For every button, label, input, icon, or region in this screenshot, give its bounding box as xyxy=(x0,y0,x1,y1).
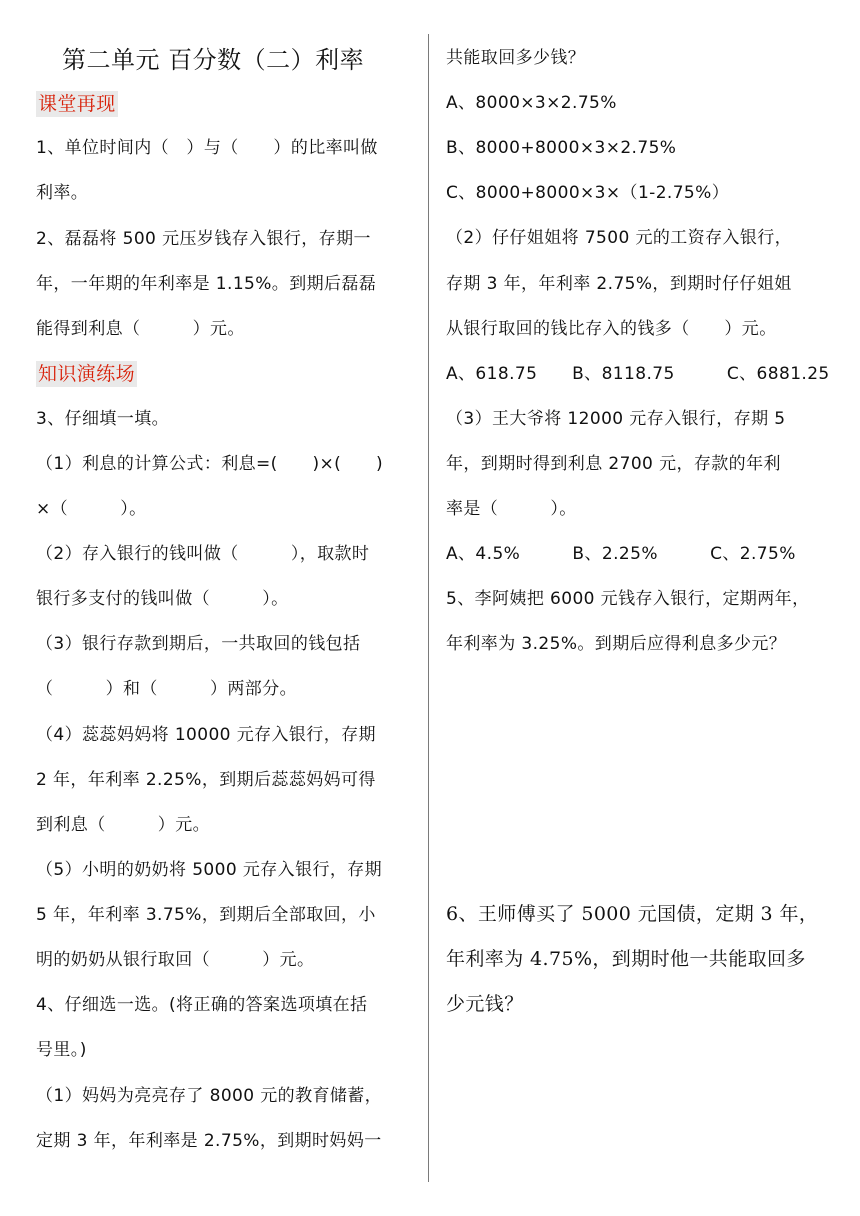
question-3-4-line-1: （4）蕊蕊妈妈将 10000 元存入银行，存期 xyxy=(36,725,376,745)
question-4-3-line-1: （3）王大爷将 12000 元存入银行，存期 5 xyxy=(446,409,786,429)
question-3-4-line-3: 到利息（ ）元。 xyxy=(36,815,210,835)
question-4-2-options: A、618.75 B、8118.75 C、6881.25 xyxy=(446,364,830,384)
question-3-2-line-1: （2）存入银行的钱叫做（ ），取款时 xyxy=(36,544,370,564)
question-4-2-line-3: 从银行取回的钱比存入的钱多（ ）元。 xyxy=(446,319,777,339)
question-4-1-option-a: A、8000×3×2.75% xyxy=(446,93,617,113)
section-heading-review: 课堂再现 xyxy=(38,93,116,115)
question-4-3-options: A、4.5% B、2.25% C、2.75% xyxy=(446,544,796,564)
question-3-4-line-2: 2 年，年利率 2.25%，到期后蕊蕊妈妈可得 xyxy=(36,770,376,790)
question-6-line-3: 少元钱？ xyxy=(446,993,524,1015)
question-2-line-3: 能得到利息（ ）元。 xyxy=(36,319,245,339)
question-4-1-option-c: C、8000+8000×3×（1-2.75%） xyxy=(446,183,730,203)
question-3-5-line-3: 明的奶奶从银行取回（ ）元。 xyxy=(36,950,315,970)
column-divider xyxy=(428,34,429,1182)
question-4-2-line-1: （2）仔仔姐姐将 7500 元的工资存入银行， xyxy=(446,228,793,248)
question-4-1-line-2: 定期 3 年，年利率是 2.75%，到期时妈妈一 xyxy=(36,1131,382,1151)
question-1-line-2: 利率。 xyxy=(36,183,89,203)
question-4-line-1: 4、仔细选一选。(将正确的答案选项填在括 xyxy=(36,995,368,1015)
question-4-3-line-3: 率是（ ）。 xyxy=(446,499,577,519)
question-3-5-line-2: 5 年，年利率 3.75%，到期后全部取回，小 xyxy=(36,905,376,925)
question-2-line-1: 2、磊磊将 500 元压岁钱存入银行，存期一 xyxy=(36,229,371,249)
question-3-5-line-1: （5）小明的奶奶将 5000 元存入银行，存期 xyxy=(36,860,383,880)
question-5-line-2: 年利率为 3.25%。到期后应得利息多少元？ xyxy=(446,634,787,654)
question-4-1-option-b: B、8000+8000×3×2.75% xyxy=(446,138,677,158)
question-6-line-1: 6、王师傅买了 5000 元国债，定期 3 年， xyxy=(446,903,819,925)
question-6-line-2: 年利率为 4.75%，到期时他一共能取回多 xyxy=(446,948,806,970)
question-3-1-line-2: ×（ ）。 xyxy=(36,499,147,519)
question-5-line-1: 5、李阿姨把 6000 元钱存入银行，定期两年， xyxy=(446,589,810,609)
question-3-3-line-1: （3）银行存款到期后，一共取回的钱包括 xyxy=(36,634,361,654)
page-title: 第二单元 百分数（二）利率 xyxy=(62,46,365,74)
question-1-line-1: 1、单位时间内（ ）与（ ）的比率叫做 xyxy=(36,138,378,158)
question-3-1-line-1: （1）利息的计算公式：利息=( )×( ) xyxy=(36,454,384,474)
section-heading-practice: 知识演练场 xyxy=(38,363,136,385)
question-3-heading: 3、仔细填一填。 xyxy=(36,409,170,429)
question-2-line-2: 年，一年期的年利率是 1.15%。到期后磊磊 xyxy=(36,274,377,294)
question-3-2-line-2: 银行多支付的钱叫做（ ）。 xyxy=(36,589,289,609)
question-3-3-line-2: （ ）和（ ）两部分。 xyxy=(36,679,297,699)
question-4-3-line-2: 年，到期时得到利息 2700 元，存款的年利 xyxy=(446,454,781,474)
question-4-1-line-1: （1）妈妈为亮亮存了 8000 元的教育储蓄， xyxy=(36,1086,383,1106)
question-4-1-line-3: 共能取回多少钱？ xyxy=(446,48,586,68)
question-4-2-line-2: 存期 3 年，年利率 2.75%，到期时仔仔姐姐 xyxy=(446,274,792,294)
question-4-line-2: 号里。) xyxy=(36,1040,87,1060)
